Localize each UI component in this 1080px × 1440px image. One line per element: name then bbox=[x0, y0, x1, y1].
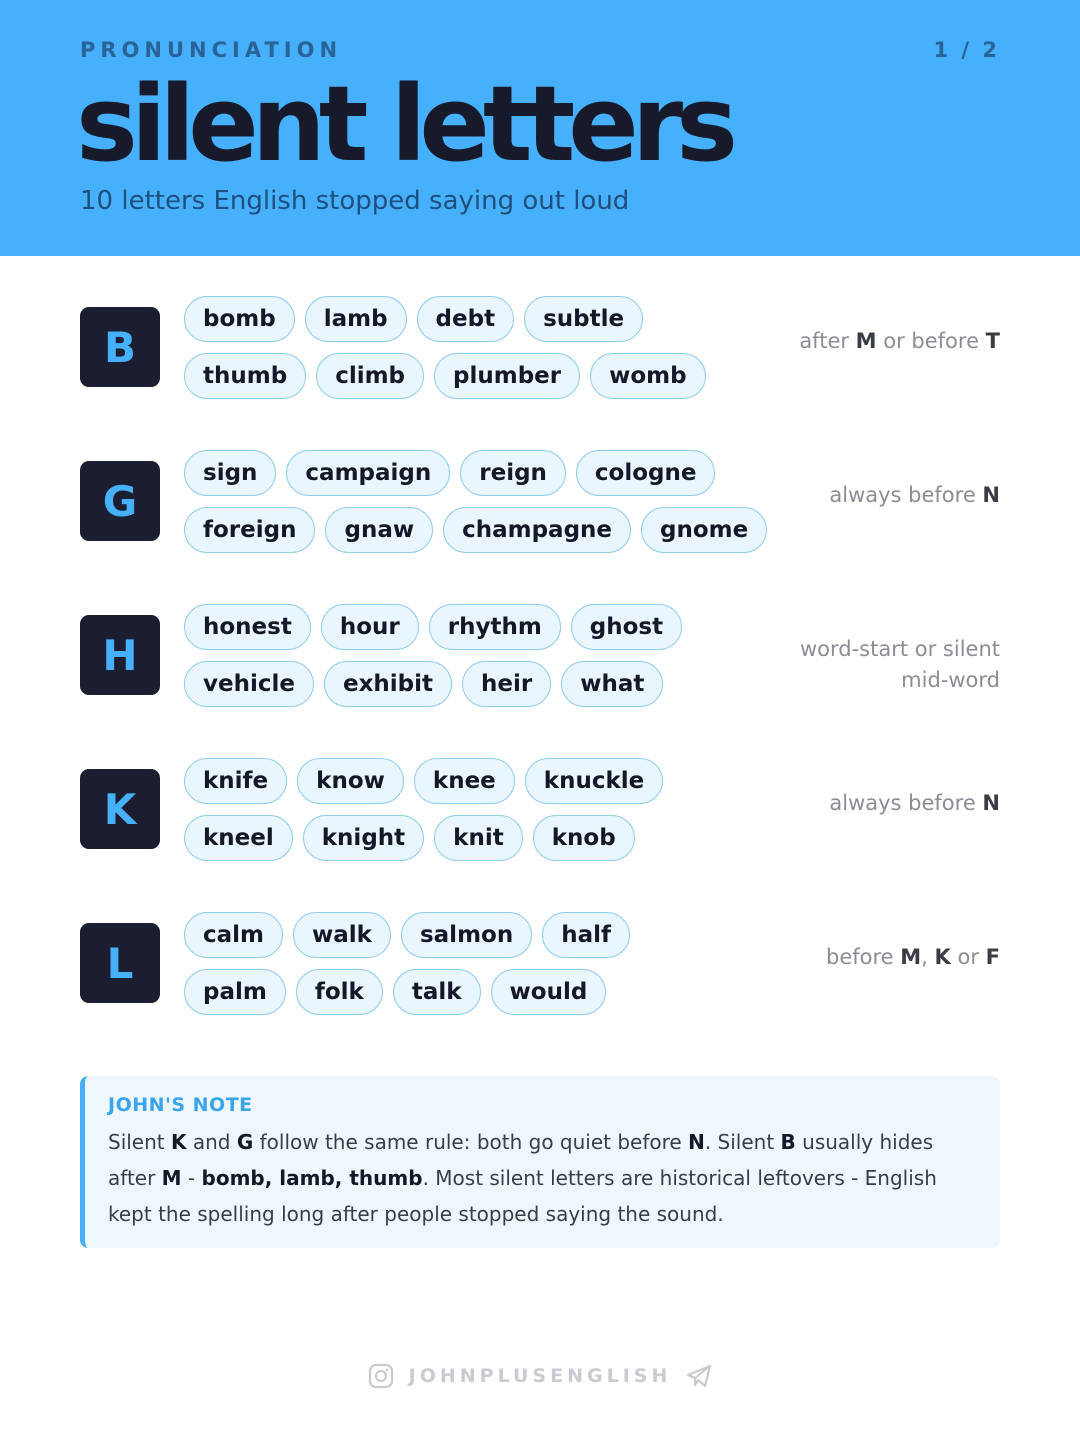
word-chip: gnaw bbox=[325, 507, 433, 553]
word-row bbox=[184, 296, 643, 342]
letter-group-b bbox=[80, 296, 1000, 416]
note-segment: and bbox=[186, 1130, 237, 1154]
word-chip: bomb bbox=[184, 296, 295, 342]
word-chip: cologne bbox=[576, 450, 716, 496]
rule-text bbox=[770, 326, 1000, 357]
word-chip: knife bbox=[184, 758, 287, 804]
rule-segment: after bbox=[799, 329, 856, 353]
word-row bbox=[184, 353, 706, 399]
note-highlight: N bbox=[688, 1130, 705, 1154]
word-chip: womb bbox=[590, 353, 705, 399]
word-chip: exhibit bbox=[324, 661, 452, 707]
word-chip: climb bbox=[316, 353, 424, 399]
word-chip: knight bbox=[303, 815, 424, 861]
word-row bbox=[184, 604, 682, 650]
category-label: PRONUNCIATION bbox=[80, 38, 343, 62]
letter-group-g bbox=[80, 450, 1000, 570]
word-chip: gnome bbox=[641, 507, 767, 553]
word-chip: knuckle bbox=[525, 758, 663, 804]
rule-text bbox=[770, 634, 1000, 696]
rule-segment: always before bbox=[829, 791, 983, 815]
word-chip: vehicle bbox=[184, 661, 314, 707]
rule-highlight: N bbox=[982, 483, 1000, 507]
letter-group-k bbox=[80, 758, 1000, 878]
rule-text bbox=[770, 788, 1000, 819]
note-highlight: G bbox=[236, 1130, 254, 1154]
word-chip: what bbox=[561, 661, 663, 707]
word-row bbox=[184, 969, 606, 1015]
word-chip: debt bbox=[417, 296, 515, 342]
word-chip: ghost bbox=[571, 604, 682, 650]
rule-text bbox=[770, 480, 1000, 511]
instagram-icon[interactable] bbox=[367, 1362, 395, 1390]
word-chip: heir bbox=[462, 661, 551, 707]
note-title: JOHN'S NOTE bbox=[108, 1094, 253, 1116]
word-chip: knee bbox=[414, 758, 515, 804]
word-chip: half bbox=[542, 912, 630, 958]
letter-tile: G bbox=[80, 461, 160, 541]
note-segment: follow the same rule: both go quiet before bbox=[253, 1130, 689, 1154]
word-chip: rhythm bbox=[429, 604, 561, 650]
letter-tile: L bbox=[80, 923, 160, 1003]
note-highlight: K bbox=[171, 1130, 187, 1154]
rule-highlight: F bbox=[985, 945, 1000, 969]
word-chip: honest bbox=[184, 604, 311, 650]
note-segment: - bbox=[181, 1166, 202, 1190]
page-title: silent letters bbox=[76, 63, 732, 185]
word-chip: know bbox=[297, 758, 404, 804]
page-subtitle: 10 letters English stopped saying out loud bbox=[80, 186, 630, 216]
header-banner bbox=[0, 0, 1080, 256]
letter-tile: K bbox=[80, 769, 160, 849]
letter-tile: H bbox=[80, 615, 160, 695]
note-highlight: M bbox=[161, 1166, 182, 1190]
letter-tile: B bbox=[80, 307, 160, 387]
word-chip: knit bbox=[434, 815, 523, 861]
word-chip: kneel bbox=[184, 815, 293, 861]
word-chip: salmon bbox=[401, 912, 532, 958]
letter-group-l bbox=[80, 912, 1000, 1032]
note-segment: usually hides after bbox=[108, 1130, 934, 1190]
rule-segment: word-start or silent mid-word bbox=[799, 637, 1000, 692]
word-row bbox=[184, 450, 715, 496]
word-chip: hour bbox=[321, 604, 419, 650]
rule-highlight: T bbox=[985, 329, 1000, 353]
rule-segment: or before bbox=[876, 329, 986, 353]
letter-group-h bbox=[80, 604, 1000, 724]
word-chip: would bbox=[491, 969, 607, 1015]
note-segment: . Most silent letters are historical leftovers - English kept the spelling long after people stopped saying the sound. bbox=[108, 1166, 937, 1226]
rule-segment: always before bbox=[829, 483, 983, 507]
word-chip: folk bbox=[296, 969, 383, 1015]
note-highlight: B bbox=[780, 1130, 796, 1154]
word-chip: knob bbox=[533, 815, 635, 861]
rule-highlight: N bbox=[982, 791, 1000, 815]
rule-highlight: M bbox=[855, 329, 877, 353]
note-segment: Silent bbox=[108, 1130, 171, 1154]
footer bbox=[0, 1362, 1080, 1390]
word-chip: talk bbox=[393, 969, 481, 1015]
word-chip: reign bbox=[460, 450, 566, 496]
rule-segment: , bbox=[921, 945, 935, 969]
word-chip: plumber bbox=[434, 353, 580, 399]
rule-text bbox=[770, 942, 1000, 973]
rule-segment: or bbox=[950, 945, 986, 969]
note-body bbox=[108, 1124, 976, 1232]
word-row bbox=[184, 507, 767, 553]
word-chip: sign bbox=[184, 450, 276, 496]
word-row bbox=[184, 661, 663, 707]
word-chip: campaign bbox=[286, 450, 450, 496]
johns-note-card bbox=[80, 1076, 1000, 1248]
rule-highlight: K bbox=[934, 945, 951, 969]
note-highlight: bomb, lamb, thumb bbox=[201, 1166, 423, 1190]
word-chip: calm bbox=[184, 912, 283, 958]
rule-highlight: M bbox=[900, 945, 922, 969]
word-row bbox=[184, 912, 630, 958]
footer-handle[interactable]: JOHNPLUSENGLISH bbox=[408, 1365, 672, 1387]
rule-segment: before bbox=[825, 945, 901, 969]
word-chip: thumb bbox=[184, 353, 306, 399]
word-chip: palm bbox=[184, 969, 286, 1015]
word-chip: foreign bbox=[184, 507, 315, 553]
word-chip: subtle bbox=[524, 296, 643, 342]
word-chip: champagne bbox=[443, 507, 631, 553]
word-chip: walk bbox=[293, 912, 391, 958]
word-row bbox=[184, 815, 635, 861]
word-row bbox=[184, 758, 663, 804]
word-chip: lamb bbox=[305, 296, 407, 342]
page-indicator: 1 / 2 bbox=[933, 38, 1000, 62]
note-segment: . Silent bbox=[704, 1130, 781, 1154]
telegram-icon[interactable] bbox=[685, 1362, 713, 1390]
